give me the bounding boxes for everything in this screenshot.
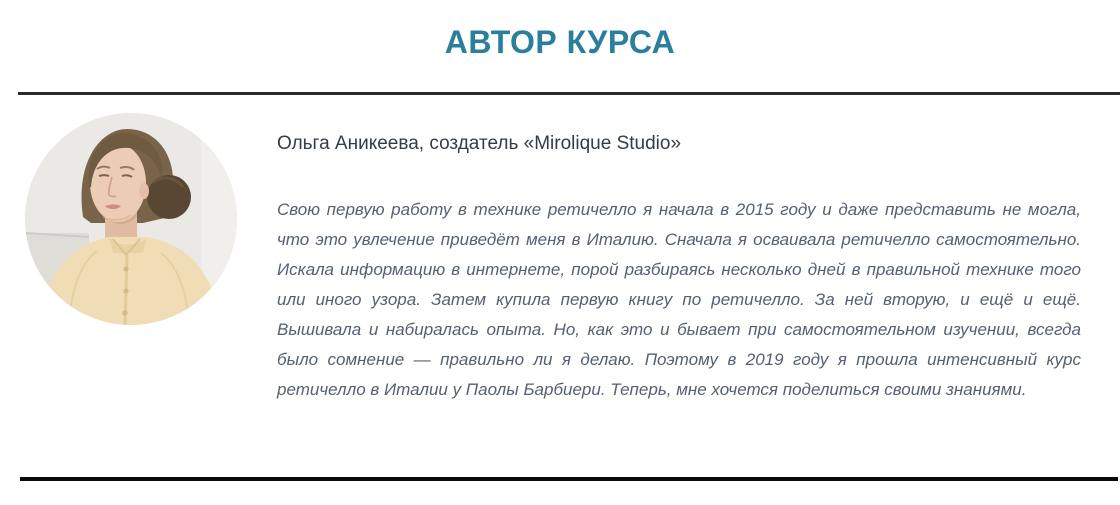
author-photo xyxy=(25,113,237,325)
author-name: Ольга Аникеева, создатель «Mirolique Studio» xyxy=(277,133,682,154)
author-course-section xyxy=(0,22,1120,422)
bottom-divider xyxy=(20,477,1118,481)
author-content xyxy=(0,95,1120,422)
woman-portrait-photo xyxy=(25,113,237,325)
author-bio: Свою первую работу в технике ретичелло я начала в 2015 году и даже представить не могла, что это увлечение приведёт меня в Италию. Сначала я осваивала ретичелло самостоятельно. Искала информацию в интернете, порой разбираясь несколько дней в правильной технике того или иного узора. Затем купила первую книгу по ретичелло. За ней вторую, и ещё и ещё. Вышивала и набиралась опыта. Но, как это и бывает при самостоятельном изучении, всегда было сомнение — правильно ли я делаю. Поэтому в 2019 году я прошла интенсивный курс ретичелло в Италии у Паолы Барбиери. Теперь, мне хочется поделиться своими знаниями. xyxy=(277,200,1081,399)
author-text-column xyxy=(277,113,1081,422)
section-title: АВТОР КУРСА xyxy=(444,24,676,60)
